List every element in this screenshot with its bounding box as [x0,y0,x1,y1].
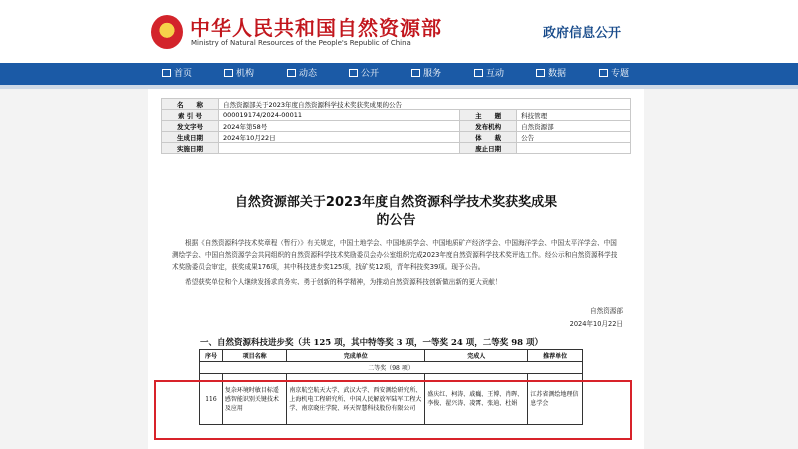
national-emblem-icon: ★ [151,15,183,49]
meta-value: 公告 [517,132,631,143]
doc-signature: 自然资源部 [590,307,623,315]
meta-value: 科技管理 [517,110,631,121]
meta-value: 自然资源部关于2023年度自然资源科学技术奖获奖成果的公告 [219,99,631,110]
topic-icon [599,69,608,77]
doc-paragraph: 根据《自然资源科学技术奖章程（暂行）》有关规定，中国土地学会、中国地质学会、中国地质矿产经济学会、中国海洋学会、中国太平洋学会、中国测绘学会、中国自然资源学会共同组织的自然资源科学技术奖励委员会办公室组织完成2023年度自然资源科学技术奖评选工作。经公示和自然资源科学技术奖励委员会审定，获奖成果176项，其中科技进步奖125项，找矿奖12项，青年科技奖39项。现予公告。 [172,239,618,271]
grade-label: 二等奖（98 项） [200,362,583,374]
meta-value [517,143,631,154]
award-section-title: 一、自然资源科技进步奖（共 125 项，其中特等奖 3 项，一等奖 24 项，二等奖 98 项） [200,338,543,348]
column-header: 完成人 [425,350,528,362]
cell-units: 南京航空航天大学、武汉大学、西安测绘研究所、上海机电工程研究所、中国人民解放军陆军工程大学、南京晓庄学院、环天智慧科技股份有限公司 [287,374,425,425]
meta-label: 名 称 [162,99,219,110]
nav-disclosure[interactable]: 公开 [349,63,379,85]
grade-row [200,362,583,374]
column-header: 推荐单位 [528,350,583,362]
meta-label: 废止日期 [460,143,517,154]
cell-project-name: 复杂环境时敏目标遥感智能识别关键技术及应用 [222,374,286,425]
main-nav [0,63,798,85]
highlight-box [154,380,632,440]
column-header: 序号 [200,350,223,362]
cell-recommender: 江苏省测绘地理信息学会 [528,374,583,425]
gov-info-title[interactable]: 政府信息公开 [543,26,622,41]
meta-value: 2024年第58号 [219,121,460,132]
site-header [0,0,798,63]
meta-value [219,143,460,154]
cell-no: 116 [200,374,223,425]
home-icon [162,69,171,77]
meta-label: 生成日期 [162,132,219,143]
meta-label: 体 裁 [460,132,517,143]
nav-data[interactable]: 数据 [536,63,566,85]
meta-label: 实施日期 [162,143,219,154]
doc-sign-date: 2024年10月22日 [569,320,623,328]
column-header: 项目名称 [222,350,286,362]
meta-value: 自然资源部 [517,121,631,132]
nav-home[interactable]: 首页 [162,63,192,85]
meta-value: 000019174/2024-00011 [219,110,460,121]
building-icon [224,69,233,77]
meta-value: 2024年10月22日 [219,132,460,143]
document-icon [349,69,358,77]
meta-label: 主 题 [460,110,517,121]
news-icon [287,69,296,77]
table-header-row [200,350,583,362]
ministry-title[interactable]: 中华人民共和国自然资源部 [190,16,442,40]
meta-label: 发布机构 [460,121,517,132]
cell-people: 盛庆红、柯涛、戚巍、王博、肖晖、李俊、翟兴涛、凌霄、张迪、杜娟 [425,374,528,425]
nav-topics[interactable]: 专题 [599,63,629,85]
nav-organization[interactable]: 机构 [224,63,254,85]
column-header: 完成单位 [287,350,425,362]
doc-paragraph: 希望获奖单位和个人继续发扬求真务实、勇于创新的科学精神，为推动自然资源科技创新做出新的更大贡献！ [185,278,502,286]
ministry-title-en: Ministry of Natural Resources of the People's Republic of China [191,39,411,47]
chat-icon [474,69,483,77]
document-meta-table [161,98,631,154]
nav-interaction[interactable]: 互动 [474,63,504,85]
nav-news[interactable]: 动态 [287,63,317,85]
chart-icon [536,69,545,77]
nav-services[interactable]: 服务 [411,63,441,85]
briefcase-icon [411,69,420,77]
meta-label: 索 引 号 [162,110,219,121]
document-title: 自然资源部关于2023年度自然资源科学技术奖获奖成果 的公告 [234,195,558,228]
meta-label: 发文字号 [162,121,219,132]
